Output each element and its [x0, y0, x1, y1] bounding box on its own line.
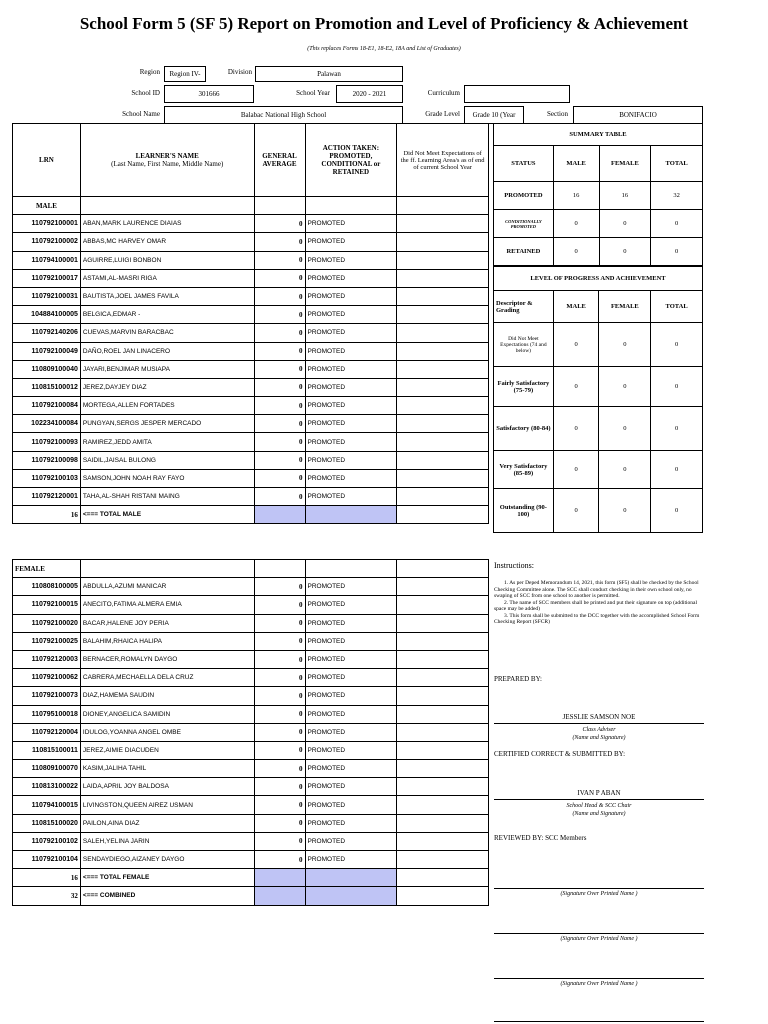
general-average-cell: 0: [254, 796, 305, 814]
school-id-field[interactable]: 301666: [164, 85, 254, 103]
learner-name-cell: LIVINGSTON,QUEEN AIREZ USMAN: [80, 796, 254, 814]
learner-name-cell: JAYARI,BENJIMAR MUSIAPA: [80, 360, 254, 378]
combined-label: <=== COMBINED: [80, 887, 254, 905]
lrn-cell: 110809100040: [13, 360, 81, 378]
summary-header-status: STATUS: [494, 146, 554, 182]
general-average-cell: 0: [254, 687, 305, 705]
general-average-cell: 0: [254, 269, 305, 287]
table-row: [13, 451, 489, 469]
lrn-cell: 110792100001: [13, 215, 81, 233]
member-signature-line: [494, 933, 704, 934]
lrn-cell: 110792100015: [13, 596, 81, 614]
progress-descriptor: Fairly Satisfactory (75-79): [494, 367, 554, 407]
lrn-cell: 110792120003: [13, 650, 81, 668]
action-taken-cell: PROMOTED: [305, 778, 397, 796]
general-average-cell: 0: [254, 342, 305, 360]
general-average-cell: 0: [254, 596, 305, 614]
action-taken-cell: PROMOTED: [305, 632, 397, 650]
progress-total: 0: [651, 489, 703, 533]
general-average-cell: 0: [254, 488, 305, 506]
did-not-meet-cell: [397, 851, 489, 869]
did-not-meet-cell: [397, 778, 489, 796]
did-not-meet-cell: [397, 360, 489, 378]
table-row: [13, 287, 489, 305]
female-learners-table: [12, 559, 489, 906]
progress-table: [493, 266, 703, 533]
region-label: Region: [139, 68, 160, 76]
table-row: [13, 851, 489, 869]
summary-male: 0: [553, 210, 599, 238]
general-average-cell: 0: [254, 578, 305, 596]
action-taken-cell: PROMOTED: [305, 269, 397, 287]
did-not-meet-cell: [397, 760, 489, 778]
general-average-cell: 0: [254, 778, 305, 796]
general-average-cell: 0: [254, 451, 305, 469]
did-not-meet-cell: [397, 378, 489, 396]
curriculum-field[interactable]: [464, 85, 570, 103]
lrn-cell: 110792120004: [13, 723, 81, 741]
did-not-meet-cell: [397, 451, 489, 469]
action-taken-cell: PROMOTED: [305, 705, 397, 723]
progress-descriptor: Very Satisfactory (85-89): [494, 451, 554, 489]
female-total-label: <=== TOTAL FEMALE: [80, 869, 254, 887]
member-signature-caption: (Signature Over Printed Name ): [560, 981, 638, 987]
did-not-meet-cell: [397, 596, 489, 614]
lrn-cell: 110815100020: [13, 814, 81, 832]
school-year-label: School Year: [296, 89, 330, 97]
did-not-meet-cell: [397, 614, 489, 632]
table-row: [13, 415, 489, 433]
action-header: ACTION TAKEN: PROMOTED, CONDITIONAL or RETAINED: [305, 124, 397, 197]
lrn-cell: 110792100062: [13, 669, 81, 687]
action-taken-cell: PROMOTED: [305, 306, 397, 324]
summary-male: 16: [553, 182, 599, 210]
learner-name-cell: ABDULLA,AZUMI MANICAR: [80, 578, 254, 596]
lrn-cell: 110792100002: [13, 233, 81, 251]
action-taken-cell: PROMOTED: [305, 614, 397, 632]
did-not-meet-header: Did Not Meet Expectations of the ff. Learning Area/s as of end of current School Year: [397, 124, 489, 197]
learner-name-cell: ABAN,MARK LAURENCE DIAIAS: [80, 215, 254, 233]
general-average-cell: 0: [254, 233, 305, 251]
learner-name-cell: JEREZ,AIMIE DIACUDEN: [80, 741, 254, 759]
did-not-meet-cell: [397, 650, 489, 668]
progress-total: 0: [651, 367, 703, 407]
table-row: [13, 760, 489, 778]
division-label: Division: [227, 68, 252, 76]
school-id-label: School ID: [131, 89, 160, 97]
did-not-meet-cell: [397, 632, 489, 650]
action-taken-cell: PROMOTED: [305, 287, 397, 305]
table-row: [13, 778, 489, 796]
action-taken-cell: PROMOTED: [305, 488, 397, 506]
general-average-cell: 0: [254, 287, 305, 305]
did-not-meet-cell: [397, 287, 489, 305]
male-section-label: MALE: [13, 197, 81, 215]
learner-name-cell: BAUTISTA,JOEL JAMES FAVILA: [80, 287, 254, 305]
action-taken-cell: PROMOTED: [305, 251, 397, 269]
lrn-cell: 110792100073: [13, 687, 81, 705]
did-not-meet-cell: [397, 705, 489, 723]
lrn-cell: 110795100018: [13, 705, 81, 723]
progress-total: 0: [651, 407, 703, 451]
learner-name-cell: SALEH,YELINA JARIN: [80, 832, 254, 850]
action-taken-cell: PROMOTED: [305, 451, 397, 469]
table-row: [13, 741, 489, 759]
learner-name-cell: AGUIRRE,LUIGI BONBON: [80, 251, 254, 269]
action-taken-cell: PROMOTED: [305, 469, 397, 487]
lrn-cell: 110794100001: [13, 251, 81, 269]
action-taken-cell: PROMOTED: [305, 342, 397, 360]
instructions-list: [494, 580, 704, 626]
learner-name-cell: MORTEGA,ALLEN FORTADES: [80, 397, 254, 415]
lrn-cell: 110792100098: [13, 451, 81, 469]
learner-name-cell: CABRERA,MECHAELLA DELA CRUZ: [80, 669, 254, 687]
table-row: [13, 596, 489, 614]
did-not-meet-cell: [397, 415, 489, 433]
progress-female: 0: [599, 407, 651, 451]
progress-female: 0: [599, 367, 651, 407]
general-average-cell: 0: [254, 360, 305, 378]
did-not-meet-cell: [397, 669, 489, 687]
learner-name-cell: BALAHIM,RHAICA HALIPA: [80, 632, 254, 650]
progress-male: 0: [553, 407, 599, 451]
table-row: [13, 578, 489, 596]
learner-name-cell: BERNACER,ROMALYN DAYGO: [80, 650, 254, 668]
did-not-meet-cell: [397, 269, 489, 287]
summary-total: 0: [651, 210, 703, 238]
learner-name-cell: SAIDIL,JAISAL BULONG: [80, 451, 254, 469]
progress-header-female: FEMALE: [599, 291, 651, 323]
learner-name-cell: BACAR,HALENE JOY PERIA: [80, 614, 254, 632]
table-row: [13, 251, 489, 269]
combined-count: 32: [13, 887, 81, 905]
general-average-cell: 0: [254, 251, 305, 269]
table-row: [13, 650, 489, 668]
certified-label: CERTIFIED CORRECT & SUBMITTED BY:: [494, 750, 626, 758]
summary-female: 0: [599, 210, 651, 238]
page-subtitle: (This replaces Forms 18-E1, 18-E2, 18A and List of Graduates): [307, 46, 461, 52]
learner-name-cell: ANECITO,FATIMA ALMERA EMIA: [80, 596, 254, 614]
progress-total: 0: [651, 323, 703, 367]
progress-female: 0: [599, 489, 651, 533]
action-taken-cell: PROMOTED: [305, 796, 397, 814]
action-taken-cell: PROMOTED: [305, 669, 397, 687]
instruction-item: 2. The name of SCC members shall be printed and put their signature on top (additional space may be added): [494, 599, 697, 612]
action-taken-cell: PROMOTED: [305, 650, 397, 668]
table-row: [13, 269, 489, 287]
curriculum-label: Curriculum: [427, 89, 460, 97]
progress-male: 0: [553, 323, 599, 367]
action-taken-cell: PROMOTED: [305, 324, 397, 342]
lrn-cell: 110792100102: [13, 832, 81, 850]
adviser-name: JESSLIE SAMSON NOE: [562, 713, 636, 721]
instructions-title: Instructions:: [494, 561, 534, 570]
reviewed-label: REVIEWED BY: SCC Members: [494, 834, 587, 842]
general-average-cell: 0: [254, 397, 305, 415]
male-total-label: <=== TOTAL MALE: [80, 506, 254, 524]
learner-name-cell: DAÑO,ROEL JAN LINACERO: [80, 342, 254, 360]
action-taken-cell: PROMOTED: [305, 851, 397, 869]
table-row: [13, 306, 489, 324]
summary-title: SUMMARY TABLE: [494, 124, 703, 146]
learner-name-cell: SENDAYDIEGO,AIZANEY DAYGO: [80, 851, 254, 869]
general-average-cell: 0: [254, 614, 305, 632]
lrn-cell: 104884100005: [13, 306, 81, 324]
table-row: [13, 832, 489, 850]
did-not-meet-cell: [397, 814, 489, 832]
summary-male: 0: [553, 238, 599, 266]
head-caption: (Name and Signature): [572, 811, 626, 817]
male-total-count: 16: [13, 506, 81, 524]
action-taken-cell: PROMOTED: [305, 433, 397, 451]
female-section-label: FEMALE: [13, 560, 81, 578]
action-taken-cell: PROMOTED: [305, 741, 397, 759]
did-not-meet-cell: [397, 342, 489, 360]
learner-name-cell: JEREZ,DAYJEY DIAZ: [80, 378, 254, 396]
summary-status: CONDITIONALLY PROMOTED: [494, 210, 554, 238]
summary-status: RETAINED: [494, 238, 554, 266]
action-taken-cell: PROMOTED: [305, 215, 397, 233]
table-row: [13, 705, 489, 723]
region-field[interactable]: Region IV-: [164, 66, 206, 82]
learner-name-cell: ABBAS,MC HARVEY OMAR: [80, 233, 254, 251]
did-not-meet-cell: [397, 324, 489, 342]
action-taken-cell: PROMOTED: [305, 687, 397, 705]
progress-header-male: MALE: [553, 291, 599, 323]
did-not-meet-cell: [397, 306, 489, 324]
table-row: [13, 669, 489, 687]
lrn-cell: 110813100022: [13, 778, 81, 796]
lrn-cell: 110815100012: [13, 378, 81, 396]
general-average-cell: 0: [254, 215, 305, 233]
did-not-meet-cell: [397, 397, 489, 415]
progress-descriptor: Did Not Meet Expectations (74 and below): [494, 323, 554, 367]
table-row: [13, 814, 489, 832]
lrn-cell: 110794100015: [13, 796, 81, 814]
member-signature-caption: (Signature Over Printed Name ): [560, 936, 638, 942]
male-learners-table: [12, 123, 489, 524]
summary-total: 32: [651, 182, 703, 210]
learner-name-cell: SAMSON,JOHN NOAH RAY FAYO: [80, 469, 254, 487]
progress-total: 0: [651, 451, 703, 489]
progress-descriptor: Satisfactory (80-84): [494, 407, 554, 451]
action-taken-cell: PROMOTED: [305, 415, 397, 433]
table-row: [13, 324, 489, 342]
lrn-cell: 110792100049: [13, 342, 81, 360]
action-taken-cell: PROMOTED: [305, 578, 397, 596]
progress-descriptor: Outstanding (90-100): [494, 489, 554, 533]
summary-female: 16: [599, 182, 651, 210]
school-name-field[interactable]: Balabac National High School: [164, 106, 403, 124]
lrn-cell: 110792140206: [13, 324, 81, 342]
action-taken-cell: PROMOTED: [305, 814, 397, 832]
summary-header-total: TOTAL: [651, 146, 703, 182]
learner-name-cell: BELGICA,EDMAR -: [80, 306, 254, 324]
lrn-cell: 110792100017: [13, 269, 81, 287]
lrn-cell: 110792120001: [13, 488, 81, 506]
table-row: [13, 687, 489, 705]
lrn-cell: 110792100025: [13, 632, 81, 650]
learner-name-cell: KASIM,JALIHA TAHIL: [80, 760, 254, 778]
school-year-field[interactable]: 2020 - 2021: [336, 85, 403, 103]
table-row: [13, 215, 489, 233]
did-not-meet-cell: [397, 741, 489, 759]
general-average-cell: 0: [254, 723, 305, 741]
progress-male: 0: [553, 489, 599, 533]
general-average-cell: 0: [254, 650, 305, 668]
did-not-meet-cell: [397, 433, 489, 451]
table-row: [13, 397, 489, 415]
did-not-meet-cell: [397, 215, 489, 233]
member-signature-line: [494, 978, 704, 979]
learner-name-cell: IDULOG,YOANNA ANGEL OMBE: [80, 723, 254, 741]
general-average-cell: 0: [254, 814, 305, 832]
summary-status: PROMOTED: [494, 182, 554, 210]
lrn-cell: 110792100103: [13, 469, 81, 487]
learner-name-cell: DIAZ,HAMEMA SAUDIN: [80, 687, 254, 705]
did-not-meet-cell: [397, 578, 489, 596]
table-row: [13, 614, 489, 632]
table-row: [13, 723, 489, 741]
table-row: [13, 378, 489, 396]
member-signature-caption: (Signature Over Printed Name ): [560, 891, 638, 897]
general-average-cell: 0: [254, 378, 305, 396]
learner-name-cell: PUNGYAN,SERGS JESPER MERCADO: [80, 415, 254, 433]
adviser-role: Class Adviser: [582, 727, 616, 733]
learner-name-cell: CUEVAS,MARVIN BARACBAC: [80, 324, 254, 342]
action-taken-cell: PROMOTED: [305, 760, 397, 778]
progress-female: 0: [599, 451, 651, 489]
progress-male: 0: [553, 451, 599, 489]
summary-table: [493, 123, 703, 266]
division-field[interactable]: Palawan: [255, 66, 403, 82]
did-not-meet-cell: [397, 723, 489, 741]
grade-level-field[interactable]: Grade 10 (Year: [464, 106, 524, 124]
instruction-item: 3. This form shall be submitted to the DCC together with the accomplished School Form Checking Report (SFCR): [494, 612, 700, 625]
table-row: [13, 433, 489, 451]
did-not-meet-cell: [397, 469, 489, 487]
general-average-cell: 0: [254, 705, 305, 723]
table-row: [13, 233, 489, 251]
action-taken-cell: PROMOTED: [305, 832, 397, 850]
did-not-meet-cell: [397, 687, 489, 705]
lrn-cell: 110792100084: [13, 397, 81, 415]
grade-level-label: Grade Level: [425, 110, 460, 118]
lrn-cell: 110792100020: [13, 614, 81, 632]
did-not-meet-cell: [397, 488, 489, 506]
general-average-cell: 0: [254, 632, 305, 650]
did-not-meet-cell: [397, 832, 489, 850]
general-average-cell: 0: [254, 469, 305, 487]
prepared-by-label: PREPARED BY:: [494, 675, 542, 683]
school-name-label: School Name: [122, 110, 160, 118]
learner-name-cell: PAILON,AINA DIAZ: [80, 814, 254, 832]
lrn-cell: 110792100031: [13, 287, 81, 305]
action-taken-cell: PROMOTED: [305, 723, 397, 741]
lrn-cell: 110809100070: [13, 760, 81, 778]
general-average-cell: 0: [254, 324, 305, 342]
action-taken-cell: PROMOTED: [305, 233, 397, 251]
progress-title: LEVEL OF PROGRESS AND ACHIEVEMENT: [494, 267, 703, 291]
progress-header-total: TOTAL: [651, 291, 703, 323]
did-not-meet-cell: [397, 251, 489, 269]
general-average-cell: 0: [254, 433, 305, 451]
adviser-signature-line: [494, 723, 704, 724]
progress-female: 0: [599, 323, 651, 367]
action-taken-cell: PROMOTED: [305, 360, 397, 378]
average-header: GENERAL AVERAGE: [254, 124, 305, 197]
did-not-meet-cell: [397, 233, 489, 251]
action-taken-cell: PROMOTED: [305, 397, 397, 415]
table-row: [13, 632, 489, 650]
lrn-cell: 110792100104: [13, 851, 81, 869]
action-taken-cell: PROMOTED: [305, 596, 397, 614]
table-row: [13, 488, 489, 506]
learner-name-cell: RAMIREZ,JEDD AMITA: [80, 433, 254, 451]
lrn-header: LRN: [13, 124, 81, 197]
section-field[interactable]: BONIFACIO: [573, 106, 703, 124]
learner-name-cell: ASTAMI,AL-MASRI RIGA: [80, 269, 254, 287]
did-not-meet-cell: [397, 796, 489, 814]
table-row: [13, 796, 489, 814]
page-title: School Form 5 (SF 5) Report on Promotion and Level of Proficiency & Achievement: [79, 14, 689, 33]
action-taken-cell: PROMOTED: [305, 378, 397, 396]
general-average-cell: 0: [254, 832, 305, 850]
general-average-cell: 0: [254, 851, 305, 869]
general-average-cell: 0: [254, 741, 305, 759]
general-average-cell: 0: [254, 306, 305, 324]
instruction-item: 1. As per Deped Memorandum 14, 2021, this form (SF5) shall be checked by the School Checking Committee alone. The SCC shall conduct checking in their own school only, no swaping of SCC from one school to another is permitted.: [494, 580, 699, 599]
progress-male: 0: [553, 367, 599, 407]
section-label: Section: [547, 110, 568, 118]
lrn-cell: 102234100084: [13, 415, 81, 433]
table-row: [13, 360, 489, 378]
learner-name-cell: DIONEY,ANGELICA SAMIDIN: [80, 705, 254, 723]
summary-total: 0: [651, 238, 703, 266]
learner-name-cell: TAHA,AL-SHAH RISTANI MAING: [80, 488, 254, 506]
adviser-caption: (Name and Signature): [572, 735, 626, 741]
head-name: IVAN P ABAN: [577, 789, 621, 797]
member-signature-line: [494, 888, 704, 889]
name-header: LEARNER'S NAME (Last Name, First Name, Middle Name): [80, 124, 254, 197]
general-average-cell: 0: [254, 760, 305, 778]
table-row: [13, 469, 489, 487]
head-role: School Head & SCC Chair: [566, 803, 632, 809]
table-row: [13, 342, 489, 360]
general-average-cell: 0: [254, 415, 305, 433]
progress-header-descriptor: Descriptor & Grading: [494, 291, 554, 323]
summary-female: 0: [599, 238, 651, 266]
summary-header-male: MALE: [553, 146, 599, 182]
general-average-cell: 0: [254, 669, 305, 687]
learner-name-cell: LAIDA,APRIL JOY BALDOSA: [80, 778, 254, 796]
lrn-cell: 110808100005: [13, 578, 81, 596]
head-signature-line: [494, 799, 704, 800]
summary-header-female: FEMALE: [599, 146, 651, 182]
member-signature-line: [494, 1021, 704, 1022]
lrn-cell: 110815100011: [13, 741, 81, 759]
female-total-count: 16: [13, 869, 81, 887]
lrn-cell: 110792100093: [13, 433, 81, 451]
